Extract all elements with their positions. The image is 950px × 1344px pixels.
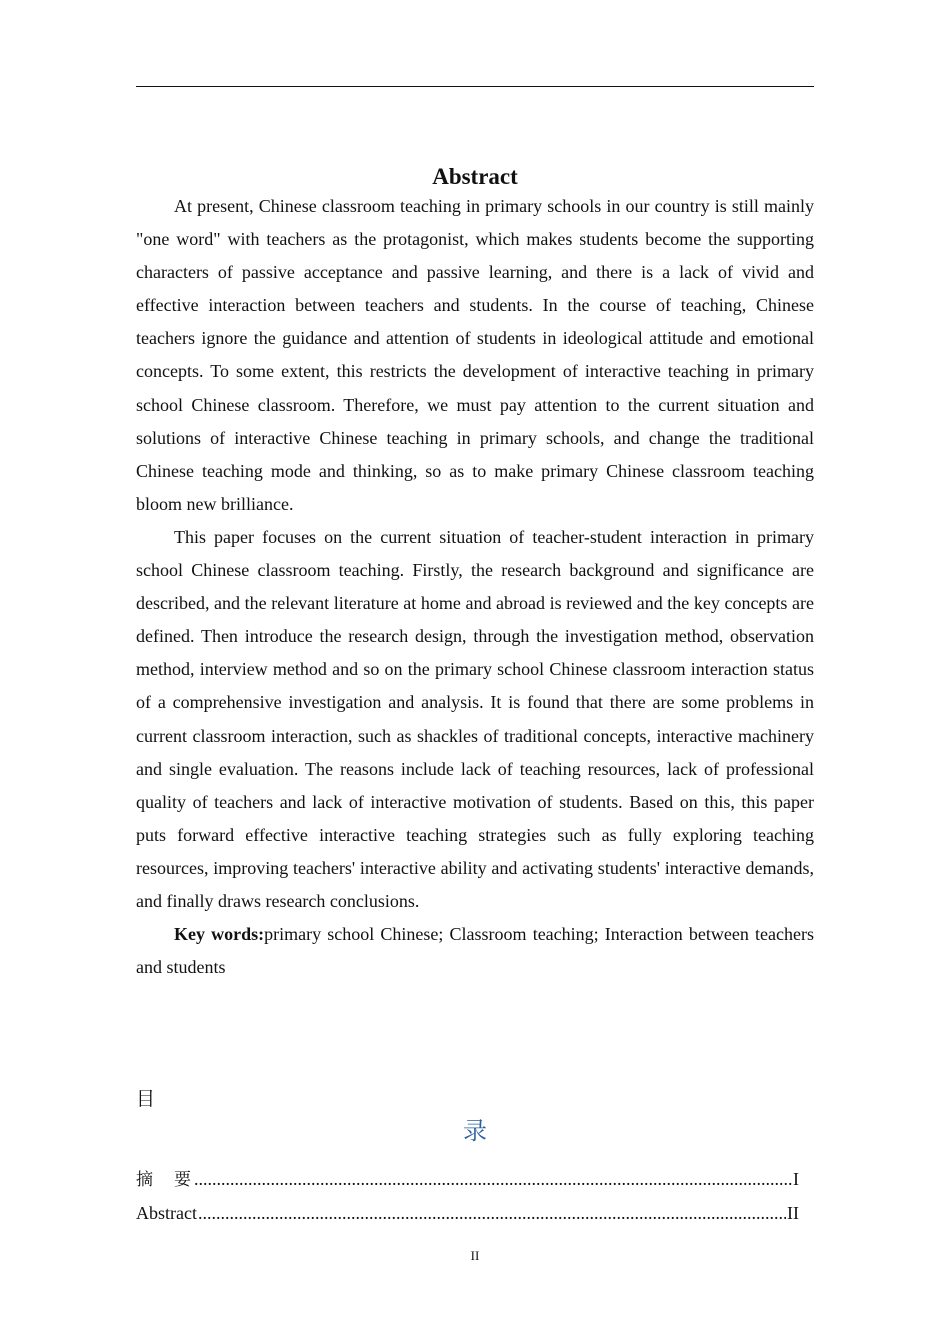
abstract-title: Abstract (432, 164, 518, 189)
toc-entry-page: I (793, 1169, 799, 1189)
abstract-paragraph-2: This paper focuses on the current situation of teacher-student interaction in primary school Chinese classroom teaching. Firstly, the research background and significance are described, and the relevant literature at home and abroad is reviewed and the key concepts are defined. Then introduce the research design, through the investigation method, observation method, interview method and so on the primary school Chinese classroom interaction status of a comprehensive investigation and analysis. It is found that there are some problems in current classroom interaction, such as shackles of traditional concepts, interactive machinery and single evaluation. The reasons include lack of teaching resources, lack of professional quality of teachers and lack of interactive motivation of students. Based on this, this paper puts forward effective interactive teaching strategies such as fully exploring teaching resources, improving teachers' interactive ability and activating students' interactive demands, and finally draws research conclusions. (136, 526, 814, 911)
toc-entry-label: 摘 要 (136, 1170, 193, 1190)
toc-dot-leader (194, 1162, 792, 1196)
keywords-line (136, 918, 814, 984)
table-of-contents (136, 1162, 799, 1230)
page-number: II (470, 1248, 480, 1263)
keywords-text: primary school Chinese; Classroom teaching; Interaction between teachers and students (136, 924, 814, 978)
toc-heading-char-2: 录 (463, 1117, 487, 1145)
toc-entry-label: Abstract (136, 1203, 197, 1223)
abstract-paragraph-1: At present, Chinese classroom teaching in primary schools in our country is still mainly "one word" with teachers as the protagonist, which makes students become the supporting characters of passive acceptance and passive learning, and there is a lack of vivid and effective interaction between teachers and students. In the course of teaching, Chinese teachers ignore the guidance and attention of students in ideological attitude and emotional concepts. To some extent, this restricts the development of interactive teaching in primary school Chinese classroom. Therefore, we must pay attention to the current situation and solutions of interactive Chinese teaching in primary schools, and change the traditional Chinese teaching mode and thinking, so as to make primary Chinese classroom teaching bloom new brilliance. (136, 196, 814, 514)
toc-entry-zhaiyao[interactable] (136, 1162, 799, 1196)
abstract-body (136, 190, 814, 984)
toc-heading-char-1: 目 (136, 1088, 156, 1110)
toc-dot-leader (198, 1196, 786, 1230)
keywords-label: Key words: (174, 924, 265, 945)
toc-entry-page: II (787, 1203, 799, 1223)
toc-entry-abstract[interactable] (136, 1196, 799, 1230)
header-rule (136, 86, 814, 87)
